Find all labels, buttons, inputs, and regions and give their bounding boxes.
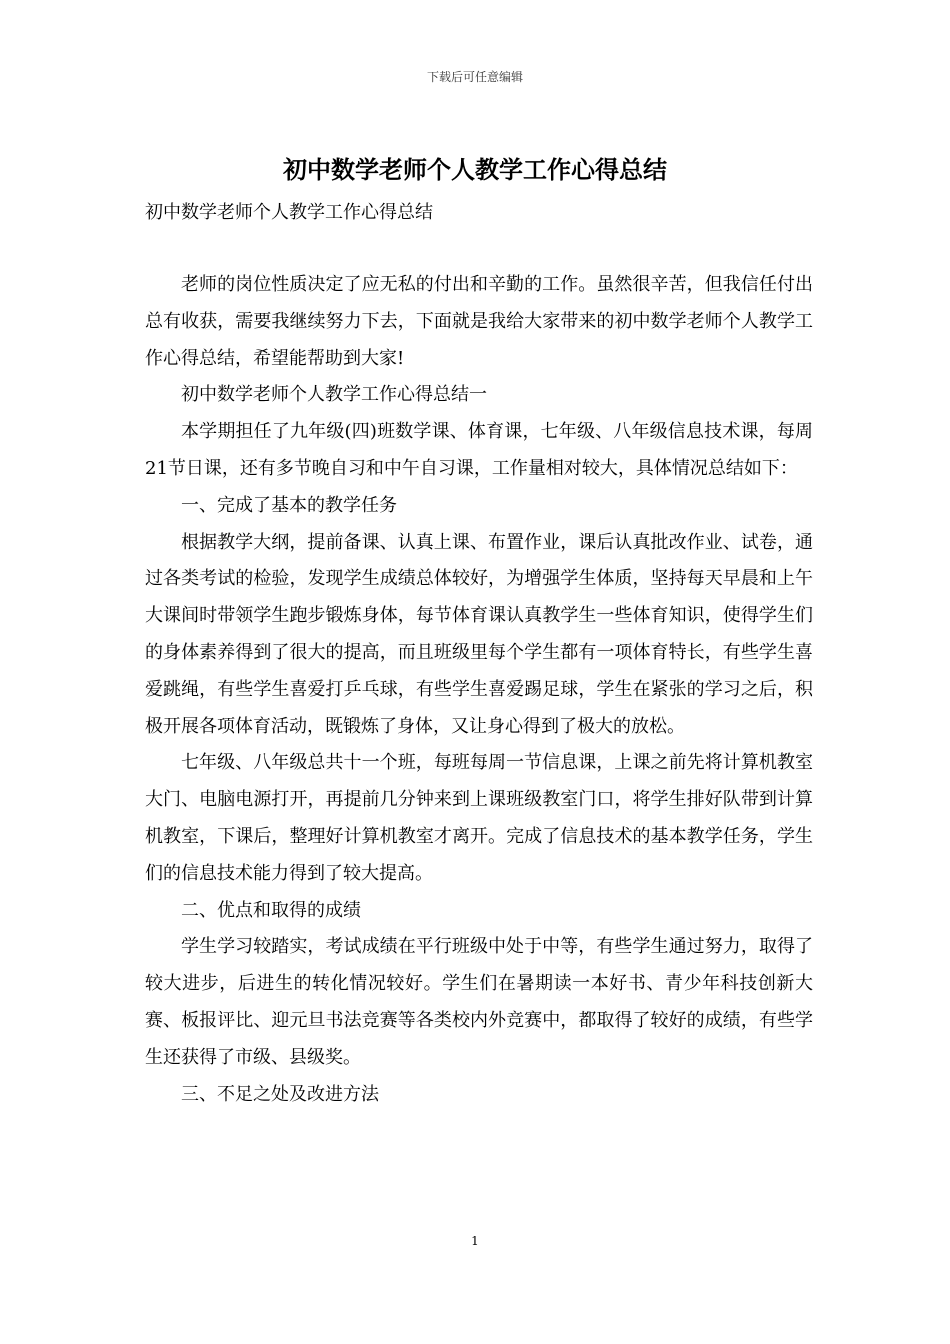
document-body [145, 267, 813, 1113]
body-paragraph: 七年级、八年级总共十一个班，每班每周一节信息课，上课之前先将计算机教室大门、电脑电源打开，再提前几分钟来到上课班级教室门口，将学生排好队带到计算机教室，下课后，整理好计算机教室才离开。完成了信息技术的基本教学任务，学生们的信息技术能力得到了较大提高。 [145, 752, 813, 884]
header-note: 下载后可任意编辑 [426, 70, 523, 84]
section-heading: 三、不足之处及改进方法 [181, 1083, 379, 1105]
section-heading: 二、优点和取得的成绩 [181, 899, 361, 921]
document-subtitle: 初中数学老师个人教学工作心得总结 [145, 202, 433, 223]
document-title: 初中数学老师个人教学工作心得总结 [283, 155, 667, 184]
page-number: 1 [471, 1234, 479, 1248]
body-paragraph: 学生学习较踏实，考试成绩在平行班级中处于中等，有些学生通过努力，取得了较大进步，后进生的转化情况较好。学生们在暑期读一本好书、青少年科技创新大赛、板报评比、迎元旦书法竞赛等各类校内外竞赛中，都取得了较好的成绩，有些学生还获得了市级、县级奖。 [145, 936, 813, 1068]
body-paragraph: 根据教学大纲，提前备课、认真上课、布置作业，课后认真批改作业、试卷，通过各类考试的检验，发现学生成绩总体较好，为增强学生体质，坚持每天早晨和上午大课间时带领学生跑步锻炼身体，每节体育课认真教学生一些体育知识，使得学生们的身体素养得到了很大的提高，而且班级里每个学生都有一项体育特长，有些学生喜爱跳绳，有些学生喜爱打乒乓球，有些学生喜爱踢足球，学生在紧张的学习之后，积极开展各项体育活动，既锻炼了身体，又让身心得到了极大的放松。 [145, 531, 813, 737]
body-paragraph: 本学期担任了九年级(四)班数学课、体育课，七年级、八年级信息技术课，每周21节日课，还有多节晚自习和中午自习课，工作量相对较大，具体情况总结如下： [145, 421, 813, 479]
section-heading: 一、完成了基本的教学任务 [181, 494, 397, 516]
section-title-one: 初中数学老师个人教学工作心得总结一 [181, 384, 487, 406]
intro-paragraph: 老师的岗位性质决定了应无私的付出和辛勤的工作。虽然很辛苦，但我信任付出总有收获，需要我继续努力下去，下面就是我给大家带来的初中数学老师个人教学工作心得总结，希望能帮助到大家! [145, 274, 813, 369]
